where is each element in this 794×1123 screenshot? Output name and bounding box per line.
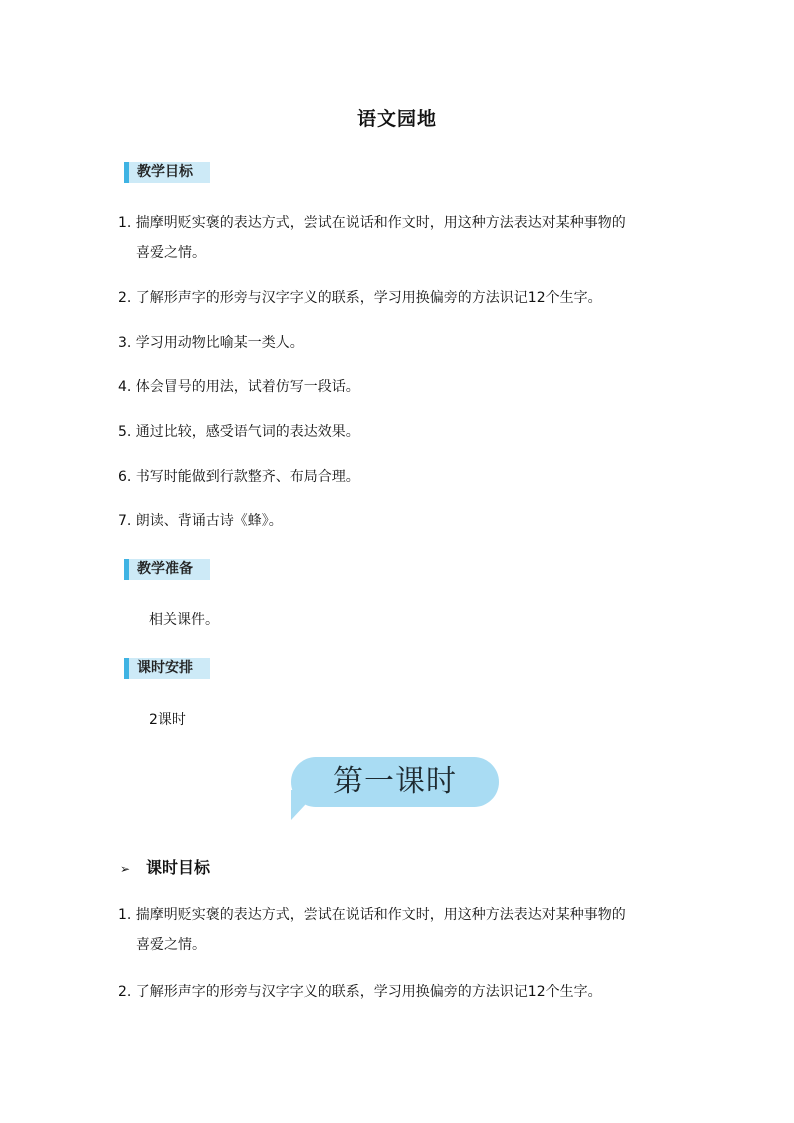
goal-item-2: 2. 了解形声字的形旁与汉字字义的联系，学习用换偏旁的方法识记12个生字。 [118,290,602,306]
goal-item-4: 4. 体会冒号的用法，试着仿写一段话。 [118,379,360,395]
section-tag-prep: 教学准备 [124,559,210,580]
goal-item-6: 6. 书写时能做到行款整齐、布局合理。 [118,469,360,485]
goal-item-5: 5. 通过比较，感受语气词的表达效果。 [118,424,360,440]
goal-item-7: 7. 朗读、背诵古诗《蜂》。 [118,513,283,529]
schedule-text: 2课时 [149,712,186,728]
lesson-goals-heading-text: 课时目标 [146,858,211,877]
lesson-goal-item-1-cont: 喜爱之情。 [136,937,206,953]
goal-item-3: 3. 学习用动物比喻某一类人。 [118,335,304,351]
prep-text: 相关课件。 [149,612,219,628]
arrow-bullet-icon: ➢ [120,862,131,876]
section-tag-goals: 教学目标 [124,162,210,183]
lesson-goals-heading [120,855,210,878]
goal-item-1-cont: 喜爱之情。 [136,245,206,261]
banner-title: 第一课时 [333,764,457,799]
lesson-goal-item-2: 2. 了解形声字的形旁与汉字字义的联系，学习用换偏旁的方法识记12个生字。 [118,984,602,1000]
section-tag-schedule: 课时安排 [124,658,210,679]
lesson-goal-item-1: 1. 揣摩明贬实褒的表达方式，尝试在说话和作文时，用这种方法表达对某种事物的 [118,907,626,923]
goal-item-1: 1. 揣摩明贬实褒的表达方式，尝试在说话和作文时，用这种方法表达对某种事物的 [118,215,626,231]
page-title: 语文园地 [356,108,437,130]
